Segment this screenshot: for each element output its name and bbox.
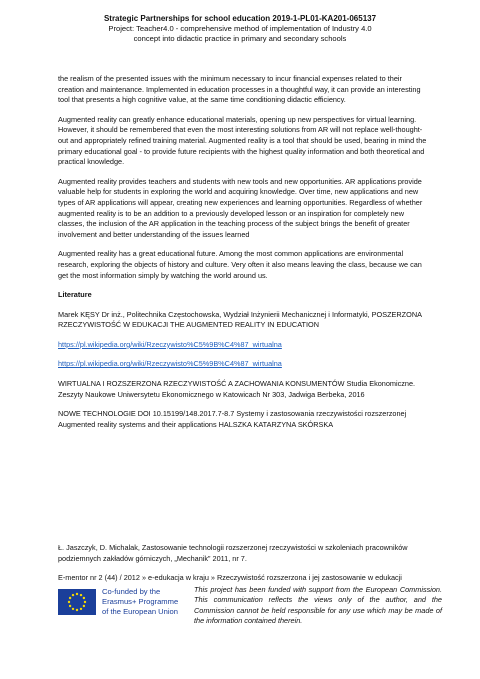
eu-line-3: of the European Union <box>102 607 178 616</box>
page-footer <box>58 585 442 645</box>
paragraph-1: the realism of the presented issues with the minimum necessary to incur financial expenses related to their creation and maintenance. Implemented in education processes in a thoughtful way, it can provide an interesting tool that presents a high cognitive value, at the same time conditioning didactic efficiency. <box>58 74 421 105</box>
reference-3: NOWE TECHNOLOGIE DOI 10.15199/148.2017.7-8.7 Systemy i zastosowania rzeczywistości rozszerzonej Augmented reality systems and their applications HALSZKA KATARZYNA SKÓRSKA <box>58 409 407 429</box>
header-line-3: concept into didactic practice in primary and secondary schools <box>133 34 347 43</box>
header-title: Strategic Partnerships for school education 2019-1-PL01-KA201-065137 <box>103 14 377 23</box>
header-line-2: Project: Teacher4.0 - comprehensive method of implementation of Industry 4.0 <box>108 24 372 33</box>
erasmus-cofunded-label <box>102 587 190 617</box>
literature-heading: Literature <box>58 290 92 300</box>
reference-4: Ł. Jaszczyk, D. Michalak, Zastosowanie technologii rozszerzonej rzeczywistości w szkoleniach pracowników podziemnych zakładów górniczych, „Mechanik” 2011, nr 7. <box>58 543 408 563</box>
reference-1: Marek KĘSY Dr inż., Politechnika Częstochowska, Wydział Inżynierii Mechanicznej i Informatyki, POSZERZONA RZECZYWISTOŚĆ W EDUKACJI THE AUGMENTED REALITY IN EDUCATION <box>58 309 422 330</box>
paragraph-4: Augmented reality has a great educational future. Among the most common applications are environmental research, exploring the objects of history and culture. Very often it also means leaving the class, because we can get the most information simply by watching the world around us. <box>58 249 422 280</box>
eu-line-2: Erasmus+ Programme <box>102 597 179 606</box>
main-body <box>58 74 428 439</box>
page-header <box>40 14 440 44</box>
reference-5: E-mentor nr 2 (44) / 2012 » e-edukacja w kraju » Rzeczywistość rozszerzona i jej zastosowanie w edukacji <box>58 573 402 583</box>
wiki-link-2[interactable]: https://pl.wikipedia.org/wiki/Rzeczywisto%C5%9B%C4%87_wirtualna <box>58 359 282 369</box>
paragraph-2: Augmented reality can greatly enhance educational materials, opening up new perspectives for virtual learning. However, it should be remembered that even the most interesting solutions from AR will not replace well-thought-out and appropriately refined training material. Augmented reality is a tool that should be used, bearing in mind the primary educational goal - to provide future recipients with the highest quality information and both theoretical and practical knowledge. <box>58 114 427 167</box>
eu-flag-icon <box>58 589 96 615</box>
wiki-link-1[interactable]: https://pl.wikipedia.org/wiki/Rzeczywisto%C5%9B%C4%87_wirtualna <box>58 339 282 349</box>
eu-disclaimer: This project has been funded with support from the European Commission. This communication reflects the views only of the author, and the Commission cannot be held responsible for any use which may be made of the information contained therein. <box>194 585 442 626</box>
paragraph-3: Augmented reality provides teachers and students with new tools and new opportunities. AR applications provide valuable help for students in exploring the world and acquiring knowledge. Over time, new applications and new types of AR applications will appear, creating new experiences and learning opportunities. Regardless of whether augmented reality is to be an addition to a previously developed lesson or an inspiration for completely new classes, the inclusion of the AR application in the teaching process of the subject brings the benefit of greater involvement and better understanding of the issues learned <box>58 176 423 239</box>
eu-line-1: Co-funded by the <box>102 587 161 596</box>
reference-2: WIRTUALNA I ROZSZERZONA RZECZYWISTOŚĆ A ZACHOWANIA KONSUMENTÓW Studia Ekonomiczne. Zeszyty Naukowe Uniwersytetu Ekonomicznego w Katowicach Nr 303, Jadwiga Berbeka, 2016 <box>58 379 416 399</box>
